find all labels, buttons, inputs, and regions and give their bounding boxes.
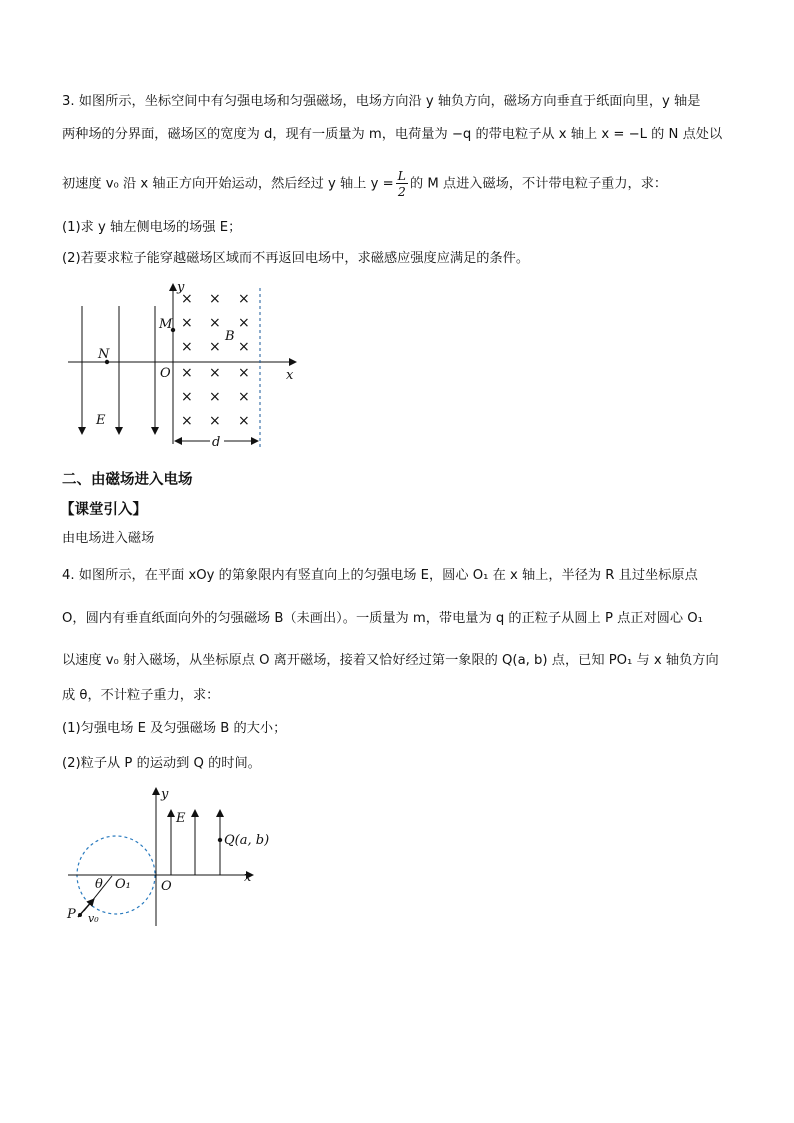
q3-figure — [60, 278, 310, 456]
q3-line-3 — [62, 168, 734, 199]
q4-label-E: E — [176, 811, 186, 826]
intro-label: 【课堂引入】 — [60, 502, 147, 518]
q4-label-Q: Q(a, b) — [224, 833, 270, 848]
q3-cross: × — [181, 413, 193, 429]
q3-cross: × — [238, 413, 250, 429]
q3-sub1: (1)求 y 轴左侧电场的场强 E； — [62, 220, 242, 235]
q4-point-P — [78, 913, 82, 917]
q3-cross: × — [209, 365, 221, 381]
q3-label-N: N — [98, 347, 110, 362]
q3-label-E: E — [96, 413, 106, 428]
q3-label-y: y — [177, 280, 185, 295]
q3-label-O: O — [160, 366, 171, 381]
q3-line-3b: 的 M 点进入磁场，不计带电粒子重力，求： — [409, 176, 668, 192]
q3-cross: × — [238, 339, 250, 355]
q3-line-1: 3. 如图所示，坐标空间中有匀强电场和匀强磁场，电场方向沿 y 轴负方向，磁场方向垂直于纸面向里，y 轴是 — [62, 94, 701, 109]
q3-cross: × — [209, 413, 221, 429]
fraction-denominator: 2 — [397, 184, 406, 199]
q3-cross: × — [209, 389, 221, 405]
q3-label-M: M — [159, 317, 173, 332]
q4-label-theta: θ — [95, 877, 103, 892]
q3-label-B: B — [225, 329, 235, 344]
q4-sub2: (2)粒子从 P 的运动到 Q 的时间。 — [62, 756, 261, 771]
q3-cross: × — [238, 389, 250, 405]
q3-cross: × — [181, 389, 193, 405]
section-heading: 二、由磁场进入电场 — [62, 472, 193, 488]
intro-text: 由电场进入磁场 — [62, 531, 155, 546]
q3-cross: × — [238, 365, 250, 381]
q3-cross: × — [209, 339, 221, 355]
q4-point-Q — [218, 838, 222, 842]
q4-label-y: y — [161, 787, 169, 802]
q3-cross: × — [181, 339, 193, 355]
fraction-L-over-2 — [396, 168, 408, 199]
q4-label-P: P — [67, 907, 76, 922]
q3-label-d: d — [212, 435, 221, 450]
q3-cross: × — [181, 315, 193, 331]
q3-label-x: x — [286, 368, 294, 383]
fraction-numerator: L — [397, 168, 406, 183]
q4-label-v0: v₀ — [88, 912, 99, 925]
q4-label-x: x — [244, 870, 252, 885]
q3-cross: × — [181, 291, 193, 307]
q3-cross: × — [238, 291, 250, 307]
q4-line-1: 4. 如图所示，在平面 xOy 的第象限内有竖直向上的匀强电场 E，圆心 O₁ 在 x 轴上，半径为 R 且过坐标原点 — [62, 568, 698, 583]
q3-line-3a: 初速度 v₀ 沿 x 轴正方向开始运动，然后经过 y 轴上 y = — [62, 176, 394, 192]
q4-line-4: 成 θ，不计粒子重力，求： — [62, 688, 220, 703]
q4-sub1: (1)匀强电场 E 及匀强磁场 B 的大小； — [62, 721, 287, 736]
q4-label-O1: O₁ — [115, 877, 131, 892]
q3-cross: × — [181, 365, 193, 381]
q3-magnetic-field-crosses — [181, 291, 250, 429]
q3-line-2: 两种场的分界面，磁场区的宽度为 d，现有一质量为 m，电荷量为 −q 的带电粒子从 x 轴上 x = −L 的 N 点处以 — [62, 127, 723, 142]
q3-cross: × — [238, 315, 250, 331]
q4-figure — [60, 780, 280, 930]
q3-cross: × — [209, 291, 221, 307]
q3-cross: × — [209, 315, 221, 331]
q4-label-O: O — [161, 879, 172, 894]
q4-line-3: 以速度 v₀ 射入磁场，从坐标原点 O 离开磁场，接着又恰好经过第一象限的 Q(a, b) 点，已知 PO₁ 与 x 轴负方向 — [62, 653, 719, 668]
q4-line-2: O，圆内有垂直纸面向外的匀强磁场 B（未画出）。一质量为 m，带电量为 q 的正粒子从圆上 P 点正对圆心 O₁ — [62, 611, 703, 626]
q3-sub2: (2)若要求粒子能穿越磁场区域而不再返回电场中，求磁感应强度应满足的条件。 — [62, 251, 530, 266]
